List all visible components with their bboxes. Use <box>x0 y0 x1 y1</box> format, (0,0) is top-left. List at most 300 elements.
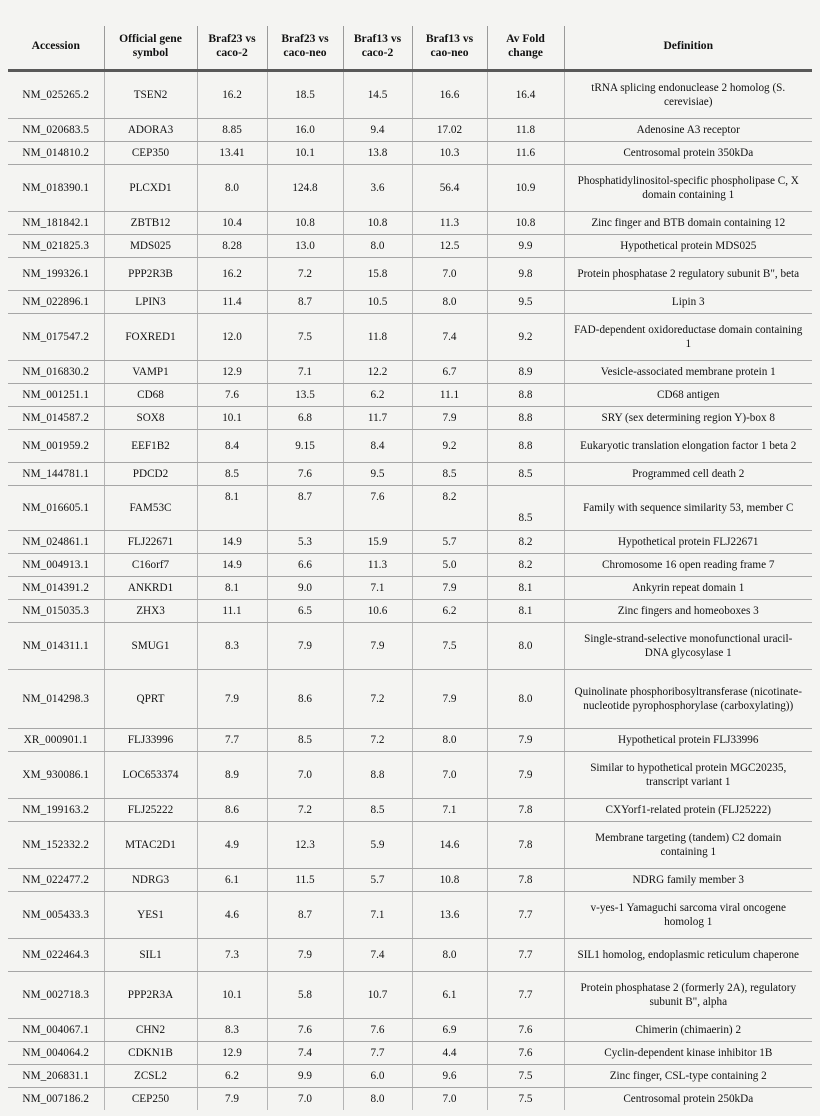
table-row <box>8 1019 812 1042</box>
cell-braf23-vs-caco2: 4.6 <box>197 892 267 939</box>
cell-braf23-vs-caco2: 6.1 <box>197 869 267 892</box>
cell-braf23-vs-caco2: 8.4 <box>197 430 267 463</box>
cell-braf23-vs-caco-neo: 18.5 <box>267 71 343 119</box>
cell-braf23-vs-caco-neo: 7.5 <box>267 314 343 361</box>
table-row <box>8 600 812 623</box>
cell-braf13-vs-caco2: 3.6 <box>343 165 412 212</box>
cell-accession: NM_025265.2 <box>8 71 104 119</box>
cell-braf13-vs-caco2: 7.2 <box>343 670 412 729</box>
cell-av-fold-change: 8.0 <box>487 670 564 729</box>
table-row <box>8 892 812 939</box>
cell-braf13-vs-cao-neo: 7.9 <box>412 577 487 600</box>
cell-braf23-vs-caco2: 7.9 <box>197 1088 267 1111</box>
column-header-braf23-vs-caco-neo: Braf23 vs caco-neo <box>267 26 343 71</box>
cell-gene-symbol: TSEN2 <box>104 71 197 119</box>
cell-gene-symbol: PDCD2 <box>104 463 197 486</box>
cell-definition: Programmed cell death 2 <box>564 463 812 486</box>
cell-braf23-vs-caco-neo: 7.1 <box>267 361 343 384</box>
cell-braf23-vs-caco2: 6.2 <box>197 1065 267 1088</box>
cell-av-fold-change: 9.5 <box>487 291 564 314</box>
cell-definition: Chromosome 16 open reading frame 7 <box>564 554 812 577</box>
cell-braf13-vs-caco2: 15.8 <box>343 258 412 291</box>
table-row <box>8 1065 812 1088</box>
cell-braf23-vs-caco2: 8.3 <box>197 1019 267 1042</box>
cell-braf23-vs-caco2: 10.4 <box>197 212 267 235</box>
cell-braf13-vs-caco2: 6.0 <box>343 1065 412 1088</box>
cell-av-fold-change: 8.0 <box>487 623 564 670</box>
table-row <box>8 554 812 577</box>
cell-braf13-vs-caco2: 6.2 <box>343 384 412 407</box>
cell-definition: Cyclin-dependent kinase inhibitor 1B <box>564 1042 812 1065</box>
cell-braf13-vs-cao-neo: 5.0 <box>412 554 487 577</box>
cell-braf23-vs-caco2: 7.3 <box>197 939 267 972</box>
cell-definition: CXYorf1-related protein (FLJ25222) <box>564 799 812 822</box>
cell-definition: Zinc finger and BTB domain containing 12 <box>564 212 812 235</box>
cell-braf23-vs-caco2: 8.1 <box>197 577 267 600</box>
cell-definition: Eukaryotic translation elongation factor 1 beta 2 <box>564 430 812 463</box>
cell-braf23-vs-caco-neo: 7.6 <box>267 463 343 486</box>
cell-accession: NM_004067.1 <box>8 1019 104 1042</box>
cell-accession: NM_002718.3 <box>8 972 104 1019</box>
cell-braf13-vs-cao-neo: 7.0 <box>412 258 487 291</box>
cell-accession: NM_018390.1 <box>8 165 104 212</box>
cell-av-fold-change: 7.8 <box>487 822 564 869</box>
cell-braf13-vs-caco2: 10.8 <box>343 212 412 235</box>
cell-av-fold-change: 8.5 <box>487 463 564 486</box>
table-row <box>8 1088 812 1111</box>
cell-av-fold-change: 8.5 <box>487 486 564 531</box>
cell-accession: NM_014587.2 <box>8 407 104 430</box>
cell-gene-symbol: MTAC2D1 <box>104 822 197 869</box>
cell-braf13-vs-caco2: 10.5 <box>343 291 412 314</box>
cell-gene-symbol: YES1 <box>104 892 197 939</box>
cell-accession: NM_007186.2 <box>8 1088 104 1111</box>
cell-gene-symbol: CEP350 <box>104 142 197 165</box>
cell-braf23-vs-caco-neo: 124.8 <box>267 165 343 212</box>
cell-accession: NM_022896.1 <box>8 291 104 314</box>
cell-av-fold-change: 10.9 <box>487 165 564 212</box>
cell-definition: Protein phosphatase 2 (formerly 2A), regulatory subunit B", alpha <box>564 972 812 1019</box>
cell-braf23-vs-caco2: 13.41 <box>197 142 267 165</box>
cell-gene-symbol: PPP2R3A <box>104 972 197 1019</box>
cell-braf13-vs-cao-neo: 6.7 <box>412 361 487 384</box>
cell-braf23-vs-caco2: 4.9 <box>197 822 267 869</box>
cell-braf13-vs-caco2: 7.9 <box>343 623 412 670</box>
cell-av-fold-change: 7.7 <box>487 972 564 1019</box>
cell-gene-symbol: SOX8 <box>104 407 197 430</box>
table-row <box>8 430 812 463</box>
cell-accession: NM_152332.2 <box>8 822 104 869</box>
cell-accession: NM_015035.3 <box>8 600 104 623</box>
cell-av-fold-change: 8.1 <box>487 577 564 600</box>
cell-braf13-vs-caco2: 5.7 <box>343 869 412 892</box>
cell-braf23-vs-caco-neo: 7.4 <box>267 1042 343 1065</box>
cell-gene-symbol: C16orf7 <box>104 554 197 577</box>
cell-gene-symbol: CHN2 <box>104 1019 197 1042</box>
table-row <box>8 799 812 822</box>
cell-gene-symbol: FLJ22671 <box>104 531 197 554</box>
cell-definition: SRY (sex determining region Y)-box 8 <box>564 407 812 430</box>
cell-definition: Quinolinate phosphoribosyltransferase (nicotinate-nucleotide pyrophosphorylase (carboxylating)) <box>564 670 812 729</box>
cell-braf13-vs-cao-neo: 6.2 <box>412 600 487 623</box>
cell-braf23-vs-caco-neo: 7.6 <box>267 1019 343 1042</box>
cell-definition: Zinc finger, CSL-type containing 2 <box>564 1065 812 1088</box>
cell-definition: tRNA splicing endonuclease 2 homolog (S. cerevisiae) <box>564 71 812 119</box>
cell-braf13-vs-caco2: 8.8 <box>343 752 412 799</box>
cell-definition: CD68 antigen <box>564 384 812 407</box>
cell-braf23-vs-caco-neo: 6.6 <box>267 554 343 577</box>
cell-braf13-vs-cao-neo: 8.5 <box>412 463 487 486</box>
cell-accession: NM_199326.1 <box>8 258 104 291</box>
table-row <box>8 869 812 892</box>
cell-braf13-vs-cao-neo: 6.9 <box>412 1019 487 1042</box>
cell-braf13-vs-cao-neo: 7.4 <box>412 314 487 361</box>
cell-braf13-vs-caco2: 10.7 <box>343 972 412 1019</box>
cell-gene-symbol: FOXRED1 <box>104 314 197 361</box>
cell-definition: Membrane targeting (tandem) C2 domain containing 1 <box>564 822 812 869</box>
cell-av-fold-change: 9.9 <box>487 235 564 258</box>
cell-av-fold-change: 7.8 <box>487 869 564 892</box>
cell-braf23-vs-caco-neo: 8.7 <box>267 291 343 314</box>
table-row <box>8 384 812 407</box>
cell-braf13-vs-caco2: 7.4 <box>343 939 412 972</box>
cell-av-fold-change: 8.8 <box>487 430 564 463</box>
cell-braf13-vs-caco2: 10.6 <box>343 600 412 623</box>
cell-braf23-vs-caco2: 12.9 <box>197 361 267 384</box>
cell-definition: Hypothetical protein FLJ33996 <box>564 729 812 752</box>
cell-braf23-vs-caco2: 8.1 <box>197 486 267 531</box>
cell-braf13-vs-caco2: 12.2 <box>343 361 412 384</box>
cell-gene-symbol: LPIN3 <box>104 291 197 314</box>
cell-gene-symbol: ZBTB12 <box>104 212 197 235</box>
cell-av-fold-change: 9.2 <box>487 314 564 361</box>
column-header-official-gene-symbol: Official gene symbol <box>104 26 197 71</box>
cell-braf13-vs-cao-neo: 7.1 <box>412 799 487 822</box>
cell-av-fold-change: 7.5 <box>487 1065 564 1088</box>
cell-braf13-vs-cao-neo: 4.4 <box>412 1042 487 1065</box>
cell-braf23-vs-caco-neo: 7.0 <box>267 752 343 799</box>
table-row <box>8 577 812 600</box>
cell-braf23-vs-caco-neo: 8.5 <box>267 729 343 752</box>
cell-braf13-vs-caco2: 8.0 <box>343 1088 412 1111</box>
cell-definition: Hypothetical protein FLJ22671 <box>564 531 812 554</box>
cell-gene-symbol: PLCXD1 <box>104 165 197 212</box>
cell-braf13-vs-caco2: 7.2 <box>343 729 412 752</box>
table-row <box>8 212 812 235</box>
cell-gene-symbol: FAM53C <box>104 486 197 531</box>
cell-braf23-vs-caco2: 10.1 <box>197 407 267 430</box>
cell-gene-symbol: QPRT <box>104 670 197 729</box>
cell-definition: Ankyrin repeat domain 1 <box>564 577 812 600</box>
cell-braf13-vs-caco2: 11.7 <box>343 407 412 430</box>
cell-definition: Protein phosphatase 2 regulatory subunit B", beta <box>564 258 812 291</box>
cell-accession: NM_001959.2 <box>8 430 104 463</box>
cell-braf13-vs-cao-neo: 7.5 <box>412 623 487 670</box>
cell-braf23-vs-caco-neo: 9.9 <box>267 1065 343 1088</box>
cell-definition: Hypothetical protein MDS025 <box>564 235 812 258</box>
cell-accession: NM_005433.3 <box>8 892 104 939</box>
table-row <box>8 119 812 142</box>
cell-braf23-vs-caco-neo: 8.7 <box>267 892 343 939</box>
cell-definition: FAD-dependent oxidoreductase domain containing 1 <box>564 314 812 361</box>
cell-braf23-vs-caco-neo: 6.5 <box>267 600 343 623</box>
cell-braf23-vs-caco2: 11.4 <box>197 291 267 314</box>
table-row <box>8 752 812 799</box>
table-row <box>8 939 812 972</box>
cell-definition: Similar to hypothetical protein MGC20235, transcript variant 1 <box>564 752 812 799</box>
cell-definition: Family with sequence similarity 53, member C <box>564 486 812 531</box>
table-body <box>8 71 812 1111</box>
column-header-definition: Definition <box>564 26 812 71</box>
cell-braf13-vs-caco2: 11.8 <box>343 314 412 361</box>
cell-av-fold-change: 11.6 <box>487 142 564 165</box>
cell-braf23-vs-caco-neo: 13.5 <box>267 384 343 407</box>
table-row <box>8 71 812 119</box>
table-row <box>8 486 812 531</box>
cell-braf23-vs-caco2: 8.28 <box>197 235 267 258</box>
table-row <box>8 291 812 314</box>
cell-braf23-vs-caco-neo: 16.0 <box>267 119 343 142</box>
cell-braf13-vs-caco2: 13.8 <box>343 142 412 165</box>
cell-braf23-vs-caco2: 8.9 <box>197 752 267 799</box>
cell-definition: Single-strand-selective monofunctional uracil-DNA glycosylase 1 <box>564 623 812 670</box>
cell-braf23-vs-caco2: 16.2 <box>197 71 267 119</box>
cell-accession: NM_004913.1 <box>8 554 104 577</box>
column-header-av-fold-change: Av Fold change <box>487 26 564 71</box>
cell-gene-symbol: CD68 <box>104 384 197 407</box>
cell-definition: SIL1 homolog, endoplasmic reticulum chaperone <box>564 939 812 972</box>
cell-braf23-vs-caco-neo: 8.6 <box>267 670 343 729</box>
cell-braf13-vs-caco2: 7.1 <box>343 577 412 600</box>
cell-accession: NM_022477.2 <box>8 869 104 892</box>
cell-accession: NM_199163.2 <box>8 799 104 822</box>
cell-accession: XM_930086.1 <box>8 752 104 799</box>
cell-braf13-vs-cao-neo: 5.7 <box>412 531 487 554</box>
cell-braf23-vs-caco-neo: 7.0 <box>267 1088 343 1111</box>
cell-accession: NM_022464.3 <box>8 939 104 972</box>
cell-braf13-vs-caco2: 14.5 <box>343 71 412 119</box>
column-header-braf13-vs-caco2: Braf13 vs caco-2 <box>343 26 412 71</box>
cell-definition: Zinc fingers and homeoboxes 3 <box>564 600 812 623</box>
cell-accession: NM_016605.1 <box>8 486 104 531</box>
cell-definition: Centrosomal protein 250kDa <box>564 1088 812 1111</box>
cell-braf23-vs-caco-neo: 7.2 <box>267 258 343 291</box>
cell-av-fold-change: 7.5 <box>487 1088 564 1111</box>
cell-av-fold-change: 7.9 <box>487 752 564 799</box>
table-row <box>8 822 812 869</box>
cell-braf13-vs-cao-neo: 8.0 <box>412 729 487 752</box>
cell-braf13-vs-cao-neo: 56.4 <box>412 165 487 212</box>
cell-braf13-vs-caco2: 11.3 <box>343 554 412 577</box>
cell-gene-symbol: LOC653374 <box>104 752 197 799</box>
cell-braf23-vs-caco-neo: 10.1 <box>267 142 343 165</box>
cell-braf13-vs-cao-neo: 11.1 <box>412 384 487 407</box>
cell-braf23-vs-caco-neo: 7.9 <box>267 623 343 670</box>
table-row <box>8 165 812 212</box>
cell-definition: Adenosine A3 receptor <box>564 119 812 142</box>
cell-braf23-vs-caco-neo: 13.0 <box>267 235 343 258</box>
cell-braf23-vs-caco-neo: 10.8 <box>267 212 343 235</box>
cell-braf13-vs-caco2: 5.9 <box>343 822 412 869</box>
cell-braf13-vs-cao-neo: 11.3 <box>412 212 487 235</box>
cell-accession: NM_014298.3 <box>8 670 104 729</box>
cell-accession: NM_020683.5 <box>8 119 104 142</box>
column-header-braf23-vs-caco2: Braf23 vs caco-2 <box>197 26 267 71</box>
cell-braf23-vs-caco2: 8.6 <box>197 799 267 822</box>
cell-braf13-vs-caco2: 7.1 <box>343 892 412 939</box>
cell-av-fold-change: 8.1 <box>487 600 564 623</box>
cell-braf13-vs-cao-neo: 9.6 <box>412 1065 487 1088</box>
table-row <box>8 463 812 486</box>
cell-gene-symbol: VAMP1 <box>104 361 197 384</box>
cell-gene-symbol: NDRG3 <box>104 869 197 892</box>
cell-gene-symbol: CEP250 <box>104 1088 197 1111</box>
table-row <box>8 729 812 752</box>
cell-braf13-vs-caco2: 7.7 <box>343 1042 412 1065</box>
cell-braf13-vs-cao-neo: 7.0 <box>412 752 487 799</box>
cell-braf23-vs-caco-neo: 9.15 <box>267 430 343 463</box>
cell-av-fold-change: 7.8 <box>487 799 564 822</box>
cell-accession: NM_014311.1 <box>8 623 104 670</box>
cell-braf23-vs-caco2: 8.3 <box>197 623 267 670</box>
cell-braf13-vs-caco2: 8.0 <box>343 235 412 258</box>
table-row <box>8 142 812 165</box>
cell-braf23-vs-caco-neo: 5.3 <box>267 531 343 554</box>
cell-braf13-vs-cao-neo: 9.2 <box>412 430 487 463</box>
cell-braf13-vs-caco2: 9.4 <box>343 119 412 142</box>
cell-braf23-vs-caco2: 14.9 <box>197 531 267 554</box>
cell-braf13-vs-caco2: 8.5 <box>343 799 412 822</box>
cell-braf13-vs-caco2: 7.6 <box>343 486 412 531</box>
cell-av-fold-change: 8.8 <box>487 384 564 407</box>
cell-definition: Phosphatidylinositol-specific phospholipase C, X domain containing 1 <box>564 165 812 212</box>
cell-braf13-vs-cao-neo: 14.6 <box>412 822 487 869</box>
cell-braf23-vs-caco2: 12.9 <box>197 1042 267 1065</box>
cell-av-fold-change: 9.8 <box>487 258 564 291</box>
column-header-accession: Accession <box>8 26 104 71</box>
cell-braf23-vs-caco-neo: 9.0 <box>267 577 343 600</box>
cell-gene-symbol: ANKRD1 <box>104 577 197 600</box>
cell-braf23-vs-caco2: 8.0 <box>197 165 267 212</box>
cell-definition: NDRG family member 3 <box>564 869 812 892</box>
table-row <box>8 407 812 430</box>
cell-braf13-vs-caco2: 15.9 <box>343 531 412 554</box>
cell-av-fold-change: 7.7 <box>487 939 564 972</box>
table-row <box>8 670 812 729</box>
cell-braf13-vs-cao-neo: 6.1 <box>412 972 487 1019</box>
table-row <box>8 1042 812 1065</box>
cell-braf23-vs-caco-neo: 8.7 <box>267 486 343 531</box>
cell-gene-symbol: FLJ33996 <box>104 729 197 752</box>
cell-gene-symbol: FLJ25222 <box>104 799 197 822</box>
cell-braf13-vs-cao-neo: 12.5 <box>412 235 487 258</box>
cell-accession: NM_206831.1 <box>8 1065 104 1088</box>
cell-av-fold-change: 8.2 <box>487 554 564 577</box>
cell-gene-symbol: CDKN1B <box>104 1042 197 1065</box>
cell-braf13-vs-cao-neo: 17.02 <box>412 119 487 142</box>
cell-gene-symbol: SIL1 <box>104 939 197 972</box>
cell-gene-symbol: PPP2R3B <box>104 258 197 291</box>
table-header <box>8 26 812 71</box>
table-row <box>8 361 812 384</box>
cell-accession: NM_016830.2 <box>8 361 104 384</box>
table-row <box>8 258 812 291</box>
table-row <box>8 235 812 258</box>
cell-definition: v-yes-1 Yamaguchi sarcoma viral oncogene homolog 1 <box>564 892 812 939</box>
cell-braf23-vs-caco2: 8.5 <box>197 463 267 486</box>
cell-gene-symbol: EEF1B2 <box>104 430 197 463</box>
column-header-braf13-vs-cao-neo: Braf13 vs cao-neo <box>412 26 487 71</box>
cell-braf13-vs-caco2: 7.6 <box>343 1019 412 1042</box>
cell-braf13-vs-cao-neo: 7.9 <box>412 407 487 430</box>
cell-av-fold-change: 8.8 <box>487 407 564 430</box>
cell-accession: NM_024861.1 <box>8 531 104 554</box>
cell-av-fold-change: 8.2 <box>487 531 564 554</box>
cell-braf23-vs-caco2: 14.9 <box>197 554 267 577</box>
cell-definition: Chimerin (chimaerin) 2 <box>564 1019 812 1042</box>
cell-definition: Vesicle-associated membrane protein 1 <box>564 361 812 384</box>
cell-braf23-vs-caco2: 12.0 <box>197 314 267 361</box>
cell-av-fold-change: 8.9 <box>487 361 564 384</box>
cell-av-fold-change: 10.8 <box>487 212 564 235</box>
cell-braf13-vs-cao-neo: 8.0 <box>412 291 487 314</box>
cell-braf23-vs-caco2: 10.1 <box>197 972 267 1019</box>
cell-gene-symbol: ZCSL2 <box>104 1065 197 1088</box>
cell-braf13-vs-cao-neo: 7.9 <box>412 670 487 729</box>
cell-braf23-vs-caco2: 7.6 <box>197 384 267 407</box>
cell-braf13-vs-cao-neo: 10.8 <box>412 869 487 892</box>
cell-braf13-vs-cao-neo: 16.6 <box>412 71 487 119</box>
cell-av-fold-change: 16.4 <box>487 71 564 119</box>
cell-av-fold-change: 7.6 <box>487 1019 564 1042</box>
cell-braf13-vs-cao-neo: 13.6 <box>412 892 487 939</box>
cell-av-fold-change: 7.9 <box>487 729 564 752</box>
cell-gene-symbol: MDS025 <box>104 235 197 258</box>
cell-accession: NM_001251.1 <box>8 384 104 407</box>
cell-braf23-vs-caco-neo: 7.9 <box>267 939 343 972</box>
cell-braf23-vs-caco2: 11.1 <box>197 600 267 623</box>
cell-braf23-vs-caco2: 7.9 <box>197 670 267 729</box>
cell-accession: NM_004064.2 <box>8 1042 104 1065</box>
cell-gene-symbol: ZHX3 <box>104 600 197 623</box>
cell-braf23-vs-caco-neo: 12.3 <box>267 822 343 869</box>
table-header-row <box>8 26 812 71</box>
table-row <box>8 314 812 361</box>
cell-accession: NM_017547.2 <box>8 314 104 361</box>
cell-braf13-vs-cao-neo: 10.3 <box>412 142 487 165</box>
cell-av-fold-change: 7.7 <box>487 892 564 939</box>
cell-accession: NM_021825.3 <box>8 235 104 258</box>
table-row <box>8 623 812 670</box>
cell-braf13-vs-cao-neo: 8.2 <box>412 486 487 531</box>
cell-braf23-vs-caco2: 7.7 <box>197 729 267 752</box>
cell-definition: Centrosomal protein 350kDa <box>564 142 812 165</box>
cell-braf13-vs-cao-neo: 8.0 <box>412 939 487 972</box>
cell-braf23-vs-caco2: 16.2 <box>197 258 267 291</box>
cell-accession: NM_144781.1 <box>8 463 104 486</box>
cell-gene-symbol: SMUG1 <box>104 623 197 670</box>
table-row <box>8 531 812 554</box>
cell-accession: XR_000901.1 <box>8 729 104 752</box>
cell-gene-symbol: ADORA3 <box>104 119 197 142</box>
gene-expression-table <box>8 26 812 1110</box>
cell-braf23-vs-caco-neo: 11.5 <box>267 869 343 892</box>
cell-braf13-vs-caco2: 9.5 <box>343 463 412 486</box>
cell-accession: NM_014391.2 <box>8 577 104 600</box>
cell-av-fold-change: 11.8 <box>487 119 564 142</box>
cell-braf13-vs-caco2: 8.4 <box>343 430 412 463</box>
cell-braf23-vs-caco-neo: 5.8 <box>267 972 343 1019</box>
